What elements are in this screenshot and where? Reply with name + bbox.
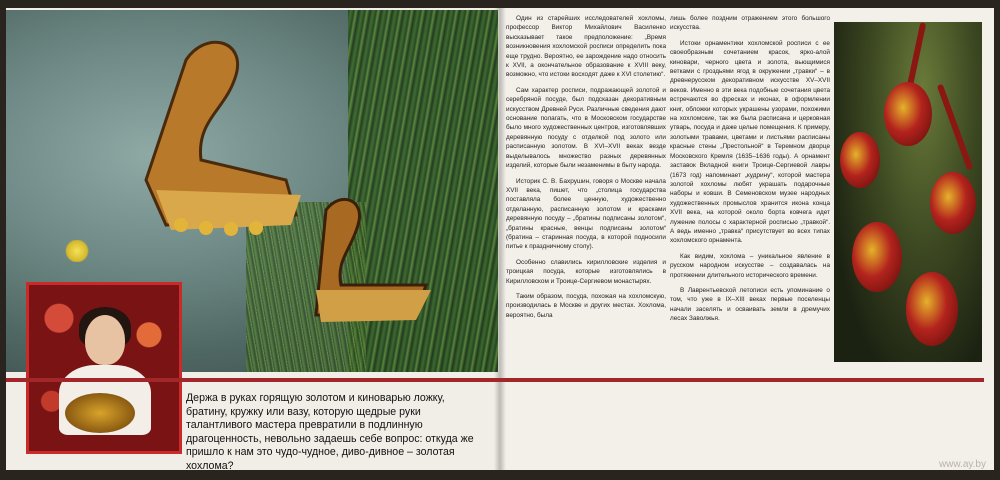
caption-text: Держа в руках горящую золотом и киноварью ложку, братину, кружку или вазу, которую щедрые руки талантливого мастера превратили в подлинную драгоценность, невольно задаешь себе вопрос: откуда же пришло к нам это чудо-чудное, диво-дивное – золотая хохлома? xyxy=(186,392,474,472)
paragraph: В Лаврентьевской летописи есть упоминание о том, что уже в IX–XIII веках первые поселенцы начали заселять и осваивать земли в дремучих лесах Заволжья. xyxy=(670,286,830,323)
text-column-2 xyxy=(670,14,830,330)
spoon-image xyxy=(840,132,880,188)
spoon-image xyxy=(930,172,976,234)
spoon-image xyxy=(884,82,932,146)
paragraph: Истоки орнаментики хохломской росписи с ее своеобразным сочетанием красок, ярко-алой киновари, черного цвета и золота, вьющимися ветками с гроздьями ягод в окружении „травки“ – в древнерусском декоративном искусстве XV–XVII веков. Именно в эти века подобные сочетания цвета встречаются во фресках и иконах, в оформлении книг, обложки которых украшены узорами, похожими на хохломские, так же была расписана и церковная утварь, посуда и даже целые помещения. К примеру, золотыми травами, цветами и листьями расписаны красные стены „Престольной“ в Теремном дворце Московского Кремля (1635–1636 годы). А орнамент заставок Вкладной книги Троице-Сергиевой лавры (1673 год) напоминает „кудрину“, которой мастера золотой хохломы любят украшать подарочные наборы и ковши. В Семеновском музее народных художественных промыслов хранится икона конца XVII века, на которой около борта ковчега идет лужение полосы с характерной росписью „травкой“. А ведь именно „травка“ присутствует во всех типах хохломского орнамента. xyxy=(670,39,830,245)
red-rule-left xyxy=(6,378,500,382)
watermark: www.ay.by xyxy=(938,459,986,470)
swan-ladle-small-image xyxy=(296,190,446,340)
paragraph: Историк С. В. Бахрушин, говоря о Москве начала XVII века, пишет, что „столица государства поставляла более ценную, художественно отделанную, расписанную золотом и красками деревянную посуду – „братины подписаны золотом“, „братины красные, венцы подписаны золотом“ (братина – старинная посуда, в которой подносили питье к праздничному столу). xyxy=(506,177,666,251)
khokhloma-bowl-image xyxy=(65,393,135,433)
paragraph: лишь более поздним отражением этого большого искусства. xyxy=(670,15,830,32)
paragraph: Таким образом, посуда, похожая на хохломскую, производилась в Москве и других местах. Хохлома, вероятно, была xyxy=(506,292,666,319)
text-column-1 xyxy=(506,14,666,326)
paragraph: Сам характер росписи, подражающей золотой и серебряной посуде, был подсказан декоративным искусством Древней Руси. Различные сведения дают основание полагать, что в Московском государстве было много художественных центров, изготовлявших деревянную посуду с отделкой под золото или расписанную золотом. В XVI–XVII веках везде выделывалось множество разных деревянных изделий, которые были незаменимы в быту народа. xyxy=(506,86,666,170)
face-image xyxy=(85,315,125,365)
woman-with-ladle-photo xyxy=(26,282,182,454)
spoon-image xyxy=(852,222,902,292)
paragraph: Особенно славились кирилловские изделия и троицкая посуда, которые изготовлялись в Кирилловском и Троице-Сергиевом монастырях. xyxy=(506,258,666,285)
paragraph: Один из старейших исследователей хохломы, профессор Виктор Михайлович Василенко высказывает такое предположение: „Время возникновения хохломской росписи определить пока еще трудно. Вероятно, ее зарождение надо относить к XVII, а окончательное образование к XVIII веку, возможно, что истоки восходят даже к XVI столетию“. xyxy=(506,15,666,79)
spoon-handle-image xyxy=(937,84,973,171)
red-rule-right xyxy=(500,378,984,382)
spoon-image xyxy=(906,272,958,346)
painted-spoons-photo xyxy=(834,22,982,362)
paragraph: Как видим, хохлома – уникальное явление в русском народном искусстве – создавалась на протяжении длительного исторического времени. xyxy=(670,252,830,279)
flower-image xyxy=(64,240,90,262)
